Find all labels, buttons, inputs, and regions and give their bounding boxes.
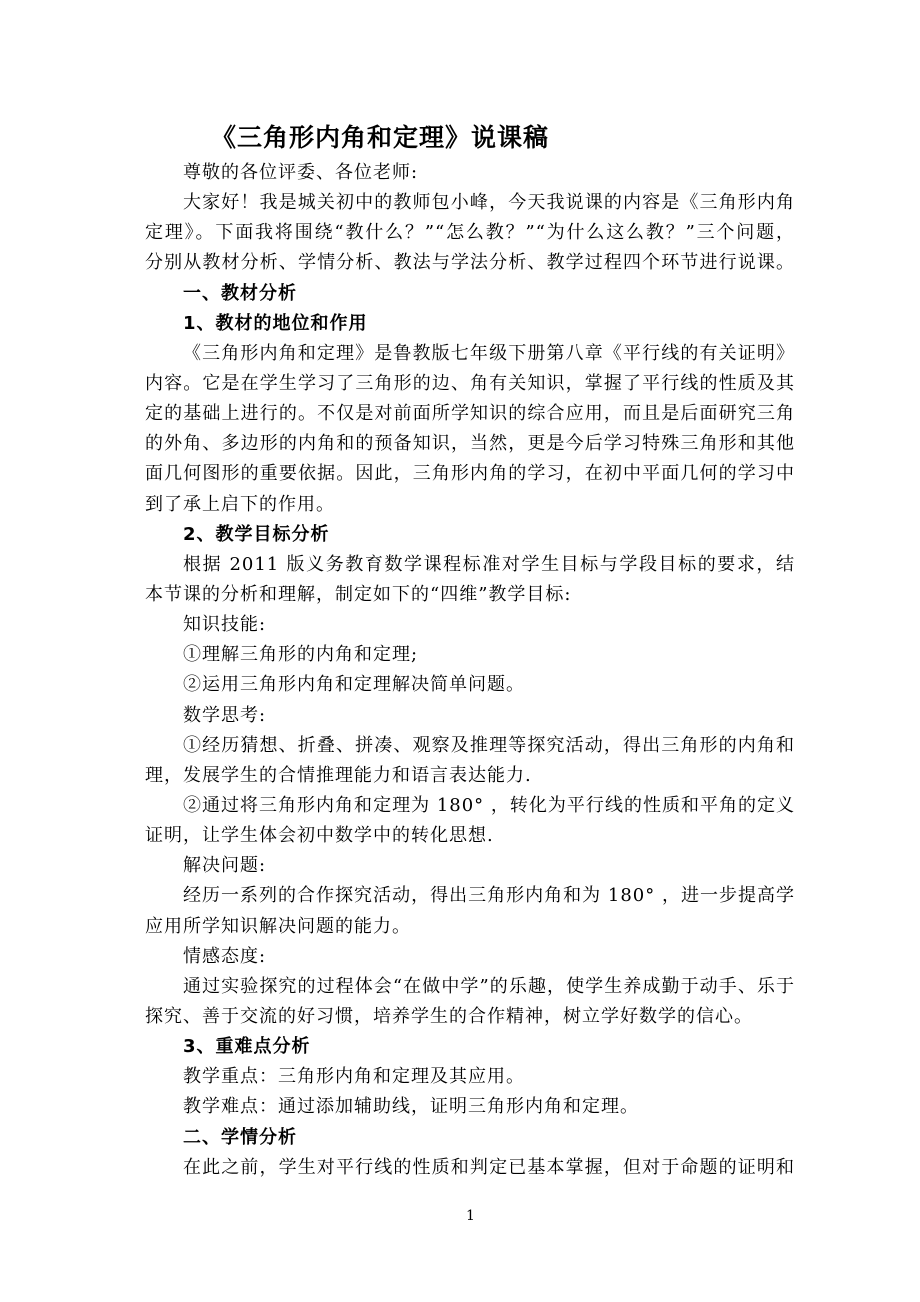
- text-line: 探究、善于交流的好习惯，培养学生的合作精神，树立学好数学的信心。: [145, 1005, 753, 1027]
- section-heading: 3、重难点分析: [183, 1036, 311, 1058]
- page-number: 1: [466, 1208, 475, 1224]
- section-heading: 1、教材的地位和作用: [183, 312, 368, 334]
- text-line: 教学难点：通过添加辅助线，证明三角形内角和定理。: [183, 1096, 639, 1118]
- text-line: 解决问题:: [183, 855, 267, 877]
- text-line: 经历一系列的合作探究活动，得出三角形内角和为 180° ，进一步提高学: [183, 885, 795, 907]
- text-line: 数学思考:: [183, 704, 267, 726]
- text-line: 尊敬的各位评委、各位老师:: [183, 162, 419, 183]
- section-heading: 2、教学目标分析: [183, 523, 330, 545]
- document-title: 《三角形内角和定理》说课稿: [210, 123, 549, 152]
- text-line: ②通过将三角形内角和定理为 180° ，转化为平行线的性质和平角的定义: [183, 794, 795, 816]
- text-line: 应用所学知识解决问题的能力。: [145, 915, 411, 937]
- text-line: ①理解三角形的内角和定理;: [183, 644, 419, 666]
- text-line: 教学重点：三角形内角和定理及其应用。: [183, 1066, 525, 1088]
- text-line: 定的基础上进行的。不仅是对前面所学知识的综合应用，而且是后面研究三角: [145, 403, 795, 425]
- text-line: 根据 2011 版义务教育数学课程标准对学生目标与学段目标的要求，结: [183, 553, 795, 575]
- text-line: ②运用三角形内角和定理解决简单问题。: [183, 674, 525, 696]
- text-line: 情感态度:: [183, 945, 267, 967]
- text-line: ①经历猜想、折叠、拼凑、观察及推理等探究活动，得出三角形的内角和: [183, 734, 795, 756]
- text-line: 面几何图形的重要依据。因此，三角形内角的学习，在初中平面几何的学习中: [145, 463, 795, 485]
- text-line: 知识技能:: [183, 614, 267, 636]
- text-line: 通过实验探究的过程体会“在做中学”的乐趣，使学生养成勤于动手、乐于: [183, 975, 795, 997]
- text-line: 理，发展学生的合情推理能力和语言表达能力.: [145, 764, 532, 786]
- text-line: 到了承上启下的作用。: [145, 493, 335, 515]
- text-line: 在此之前，学生对平行线的性质和判定已基本掌握，但对于命题的证明和: [183, 1156, 795, 1178]
- text-line: 本节课的分析和理解，制定如下的“四维”教学目标:: [145, 583, 572, 605]
- text-line: 《三角形内角和定理》是鲁教版七年级下册第八章《平行线的有关证明》: [183, 342, 795, 364]
- text-line: 大家好！我是城关初中的教师包小峰，今天我说课的内容是《三角形内角: [183, 192, 795, 214]
- text-line: 证明，让学生体会初中数学中的转化思想.: [145, 825, 494, 847]
- text-line: 内容。它是在学生学习了三角形的边、角有关知识，掌握了平行线的性质及其: [145, 372, 795, 394]
- document-body: [145, 158, 795, 1183]
- text-line: 的外角、多边形的内角和的预备知识，当然，更是今后学习特殊三角形和其他: [145, 433, 795, 455]
- section-heading: 一、教材分析: [183, 282, 297, 304]
- text-line: 定理》。下面我将围绕“教什么？”“怎么教？”“为什么这么教？”三个问题，: [145, 222, 795, 244]
- section-heading: 二、学情分析: [183, 1126, 297, 1148]
- text-line: 分别从教材分析、学情分析、教法与学法分析、教学过程四个环节进行说课。: [145, 252, 795, 274]
